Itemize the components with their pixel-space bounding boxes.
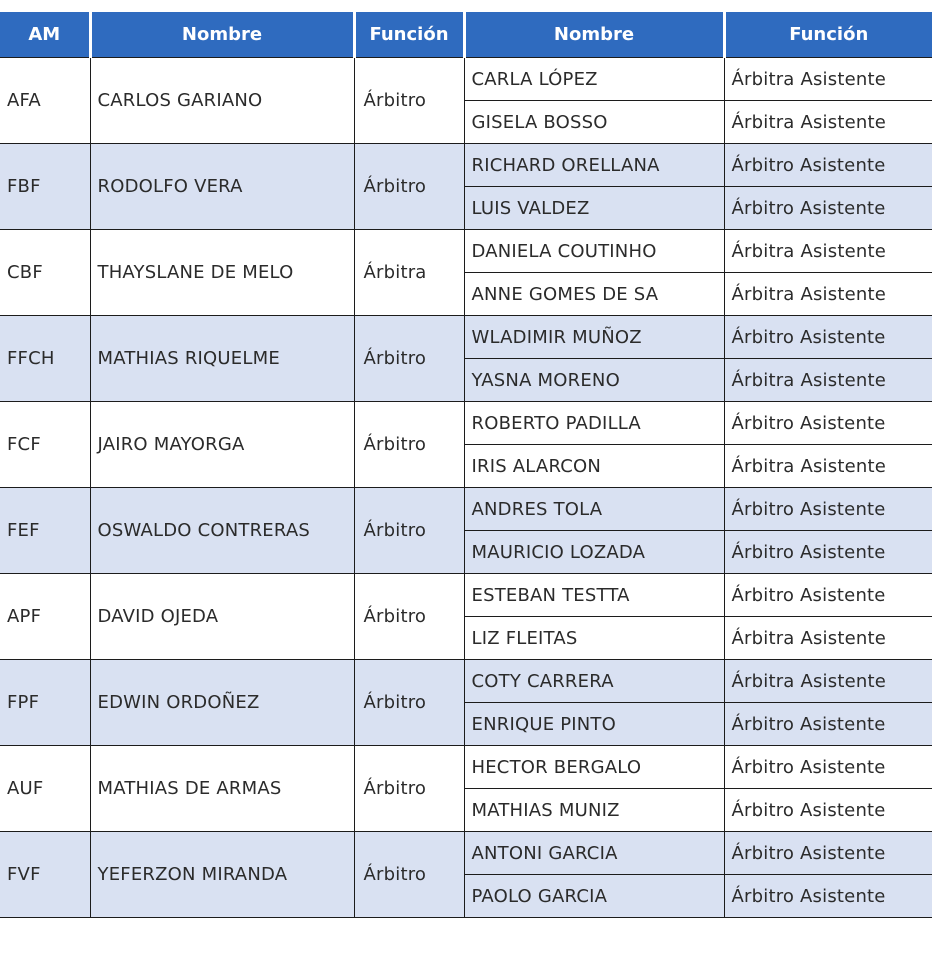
referee-role-cell: Árbitra	[354, 230, 464, 316]
referee-role-cell: Árbitro	[354, 144, 464, 230]
referee-role-cell: Árbitro	[354, 58, 464, 144]
referee-name-cell: CARLOS GARIANO	[90, 58, 354, 144]
assistant-role-cell: Árbitro Asistente	[724, 187, 932, 230]
header-nombre-asistente: Nombre	[464, 12, 724, 58]
table-row	[0, 660, 932, 703]
assistant-name-cell: ANNE GOMES DE SA	[464, 273, 724, 316]
association-cell: APF	[0, 574, 90, 660]
assistant-name-cell: MAURICIO LOZADA	[464, 531, 724, 574]
assistant-name-cell: ANDRES TOLA	[464, 488, 724, 531]
referee-role-cell: Árbitro	[354, 832, 464, 918]
assistant-name-cell: HECTOR BERGALO	[464, 746, 724, 789]
assistant-role-cell: Árbitro Asistente	[724, 402, 932, 445]
assistant-role-cell: Árbitro Asistente	[724, 789, 932, 832]
association-cell: FFCH	[0, 316, 90, 402]
assistant-name-cell: LUIS VALDEZ	[464, 187, 724, 230]
header-funcion-asistente: Función	[724, 12, 932, 58]
assistant-name-cell: GISELA BOSSO	[464, 101, 724, 144]
table-body	[0, 58, 932, 918]
table-row	[0, 58, 932, 101]
assistant-role-cell: Árbitra Asistente	[724, 660, 932, 703]
assistant-name-cell: RICHARD ORELLANA	[464, 144, 724, 187]
assistant-role-cell: Árbitra Asistente	[724, 359, 932, 402]
association-cell: FVF	[0, 832, 90, 918]
referee-role-cell: Árbitro	[354, 488, 464, 574]
assistant-role-cell: Árbitro Asistente	[724, 316, 932, 359]
assistant-role-cell: Árbitra Asistente	[724, 230, 932, 273]
assistant-role-cell: Árbitro Asistente	[724, 832, 932, 875]
association-cell: AUF	[0, 746, 90, 832]
assistant-name-cell: ESTEBAN TESTTA	[464, 574, 724, 617]
header-nombre: Nombre	[90, 12, 354, 58]
table-row	[0, 230, 932, 273]
referee-role-cell: Árbitro	[354, 402, 464, 488]
referee-name-cell: DAVID OJEDA	[90, 574, 354, 660]
referee-name-cell: EDWIN ORDOÑEZ	[90, 660, 354, 746]
referee-name-cell: OSWALDO CONTRERAS	[90, 488, 354, 574]
table-row	[0, 402, 932, 445]
assistant-role-cell: Árbitro Asistente	[724, 875, 932, 918]
association-cell: FEF	[0, 488, 90, 574]
assistant-role-cell: Árbitro Asistente	[724, 488, 932, 531]
assistant-name-cell: MATHIAS MUNIZ	[464, 789, 724, 832]
assistant-name-cell: PAOLO GARCIA	[464, 875, 724, 918]
referee-name-cell: MATHIAS DE ARMAS	[90, 746, 354, 832]
assistant-role-cell: Árbitro Asistente	[724, 574, 932, 617]
assistant-name-cell: ENRIQUE PINTO	[464, 703, 724, 746]
association-cell: FPF	[0, 660, 90, 746]
assistant-name-cell: LIZ FLEITAS	[464, 617, 724, 660]
assistant-name-cell: WLADIMIR MUÑOZ	[464, 316, 724, 359]
table-header	[0, 12, 932, 58]
assistant-role-cell: Árbitro Asistente	[724, 746, 932, 789]
header-row	[0, 12, 932, 58]
assistant-name-cell: CARLA LÓPEZ	[464, 58, 724, 101]
assistant-role-cell: Árbitro Asistente	[724, 144, 932, 187]
assistant-role-cell: Árbitra Asistente	[724, 617, 932, 660]
assistant-name-cell: COTY CARRERA	[464, 660, 724, 703]
assistant-name-cell: DANIELA COUTINHO	[464, 230, 724, 273]
referee-role-cell: Árbitro	[354, 574, 464, 660]
assistant-role-cell: Árbitro Asistente	[724, 703, 932, 746]
referee-name-cell: RODOLFO VERA	[90, 144, 354, 230]
association-cell: CBF	[0, 230, 90, 316]
referee-name-cell: YEFERZON MIRANDA	[90, 832, 354, 918]
assistant-name-cell: ANTONI GARCIA	[464, 832, 724, 875]
assistant-role-cell: Árbitra Asistente	[724, 101, 932, 144]
association-cell: AFA	[0, 58, 90, 144]
assistant-name-cell: ROBERTO PADILLA	[464, 402, 724, 445]
table-row	[0, 144, 932, 187]
referee-table-container	[0, 12, 932, 918]
table-row	[0, 316, 932, 359]
referee-role-cell: Árbitro	[354, 660, 464, 746]
referee-assignments-table	[0, 12, 932, 918]
referee-name-cell: JAIRO MAYORGA	[90, 402, 354, 488]
assistant-role-cell: Árbitra Asistente	[724, 445, 932, 488]
table-row	[0, 574, 932, 617]
table-row	[0, 832, 932, 875]
association-cell: FCF	[0, 402, 90, 488]
header-am: AM	[0, 12, 90, 58]
assistant-role-cell: Árbitro Asistente	[724, 531, 932, 574]
assistant-name-cell: YASNA MORENO	[464, 359, 724, 402]
table-row	[0, 488, 932, 531]
assistant-role-cell: Árbitra Asistente	[724, 273, 932, 316]
association-cell: FBF	[0, 144, 90, 230]
assistant-name-cell: IRIS ALARCON	[464, 445, 724, 488]
header-funcion: Función	[354, 12, 464, 58]
table-row	[0, 746, 932, 789]
assistant-role-cell: Árbitra Asistente	[724, 58, 932, 101]
referee-role-cell: Árbitro	[354, 316, 464, 402]
referee-name-cell: THAYSLANE DE MELO	[90, 230, 354, 316]
referee-name-cell: MATHIAS RIQUELME	[90, 316, 354, 402]
referee-role-cell: Árbitro	[354, 746, 464, 832]
